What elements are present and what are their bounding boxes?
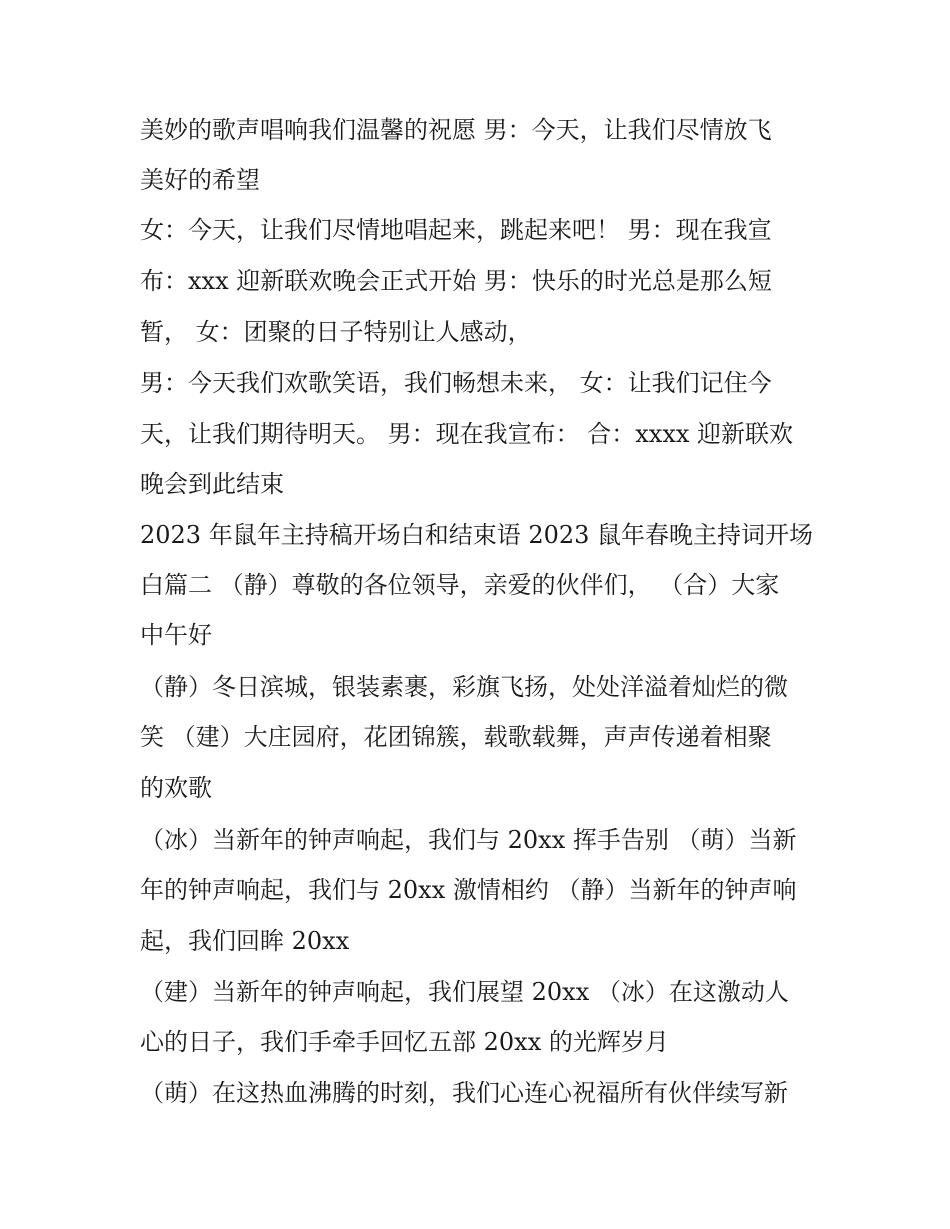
- text-line: （静）冬日滨城，银装素裹，彩旗飞扬，处处洋溢着灿烂的微: [140, 673, 788, 701]
- text-line: 天，让我们期待明天。 男：现在我宣布： 合：xxxx 迎新联欢: [140, 420, 794, 448]
- text-line: 暂， 女：团聚的日子特别让人感动，: [140, 318, 532, 346]
- text-line: 起，我们回眸 20xx: [140, 927, 350, 955]
- text-line: 晚会到此结束: [140, 470, 284, 498]
- text-line: （萌）在这热血沸腾的时刻，我们心连心祝福所有伙伴续写新: [140, 1079, 788, 1107]
- text-line: （建）当新年的钟声响起，我们展望 20xx （冰）在这激动人: [140, 978, 789, 1006]
- text-line: 年的钟声响起，我们与 20xx 激情相约 （静）当新年的钟声响: [140, 876, 797, 904]
- text-line: 女：今天，让我们尽情地唱起来，跳起来吧！ 男：现在我宣: [140, 216, 772, 244]
- text-line: 男：今天我们欢歌笑语，我们畅想未来， 女：让我们记住今: [140, 369, 772, 397]
- text-line: 美妙的歌声唱响我们温馨的祝愿 男：今天，让我们尽情放飞: [140, 116, 772, 144]
- text-line: 2023 年鼠年主持稿开场白和结束语 2023 鼠年春晚主持词开场: [140, 521, 814, 549]
- text-line: 美好的希望: [140, 166, 260, 194]
- text-line: （冰）当新年的钟声响起，我们与 20xx 挥手告别 （萌）当新: [140, 826, 797, 854]
- text-line: 布：xxx 迎新联欢晚会正式开始 男：快乐的时光总是那么短: [140, 267, 772, 295]
- text-line: 中午好: [140, 621, 212, 649]
- text-line: 心的日子，我们手牵手回忆五部 20xx 的光辉岁月: [140, 1028, 669, 1056]
- text-line: 白篇二 （静）尊敬的各位领导，亲爱的伙伴们， （合）大家: [140, 571, 780, 599]
- text-line: 的欢歌: [140, 774, 212, 802]
- text-line: 笑 （建）大庄园府，花团锦簇，载歌载舞，声声传递着相聚: [140, 723, 772, 751]
